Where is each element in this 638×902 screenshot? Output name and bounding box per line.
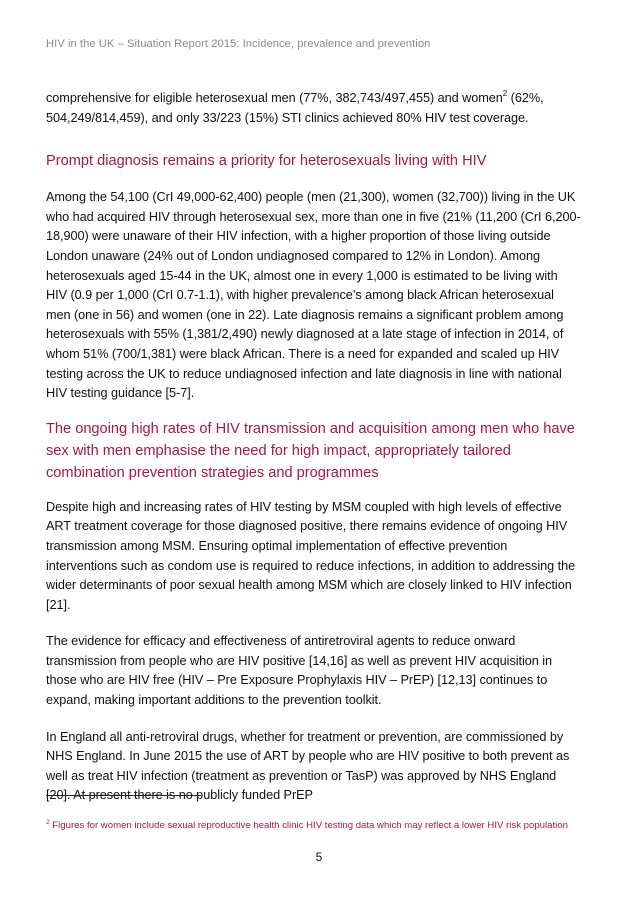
intro-text: comprehensive for eligible heterosexual men (77%, 382,743/497,455) and women bbox=[46, 91, 503, 105]
section-heading-msm-prevention: The ongoing high rates of HIV transmission and acquisition among men who have sex with men emphasise the need for high impact, appropriately tailored combination prevention strategies and programmes bbox=[46, 420, 575, 481]
paragraph-nhs-commissioning: In England all anti-retroviral drugs, whether for treatment or prevention, are commissioned by NHS England. In June 2015 the use of ART by people who are HIV positive to both prevent as well as treat HIV infection (treatment as prevention or TasP) was approved by NHS England [20]. At present there is no publicly funded PrEP bbox=[46, 729, 570, 803]
footnote bbox=[46, 818, 581, 833]
footnote-text: Figures for women include sexual reproductive health clinic HIV testing data which may reflect a lower HIV risk population bbox=[49, 820, 568, 831]
intro-text-continued: (62%, 504,249/814,459), and only 33/223 (15%) STI clinics achieved 80% HIV test coverage. bbox=[46, 91, 544, 125]
footnote-marker: 2 bbox=[46, 819, 50, 826]
page-number: 5 bbox=[315, 850, 323, 864]
paragraph-msm-transmission: Despite high and increasing rates of HIV testing by MSM coupled with high levels of effective ART treatment coverage for those diagnosed positive, there remains evidence of ongoing HIV transmission among MSM. Ensuring optimal implementation of effective prevention interventions such as condom use is required to reduce infections, in addition to addressing the wider determinants of poor sexual health among MSM which are closely linked to HIV infection [21]. bbox=[46, 499, 576, 612]
footnote-divider bbox=[46, 795, 201, 796]
running-header: HIV in the UK – Situation Report 2015: Incidence, prevalence and prevention bbox=[46, 38, 431, 50]
paragraph-heterosexual-diagnosis: Among the 54,100 (CrI 49,000-62,400) people (men (21,300), women (32,700)) living in the UK who had acquired HIV through heterosexual sex, more than one in five (21% (11,200 (CrI 6,200-18,900) were unaware of their HIV infection, with a higher proportion of those living outside London unaware (24% out of London undiagnosed compared to 12% in London). Among heterosexuals aged 15-44 in the UK, almost one in every 1,000 is estimated to be living with HIV (0.9 per 1,000 (CrI 0.7-1.1), with higher prevalence’s among black African heterosexual men (one in 56) and women (one in 22). Late diagnosis remains a significant problem among heterosexuals with 55% (1,381/2,490) newly diagnosed at a late stage of infection in 2014, of whom 51% (700/1,381) were black African. There is a need for expanded and scaled up HIV testing across the UK to reduce undiagnosed infection and late diagnosis in line with national HIV testing guidance [5-7]. bbox=[46, 190, 581, 401]
page-content bbox=[46, 89, 581, 806]
section-heading-heterosexual-diagnosis: Prompt diagnosis remains a priority for heterosexuals living with HIV bbox=[46, 153, 487, 170]
footnote-reference[interactable]: 2 bbox=[502, 89, 508, 98]
intro-paragraph bbox=[46, 89, 581, 128]
paragraph-antiretroviral-evidence: The evidence for efficacy and effectiveness of antiretroviral agents to reduce onward transmission from people who are HIV positive [14,16] as well as prevent HIV acquisition in those who are HIV free (HIV – Pre Exposure Prophylaxis HIV – PrEP) [12,13] continues to expand, making important additions to the prevention toolkit. bbox=[46, 634, 553, 708]
